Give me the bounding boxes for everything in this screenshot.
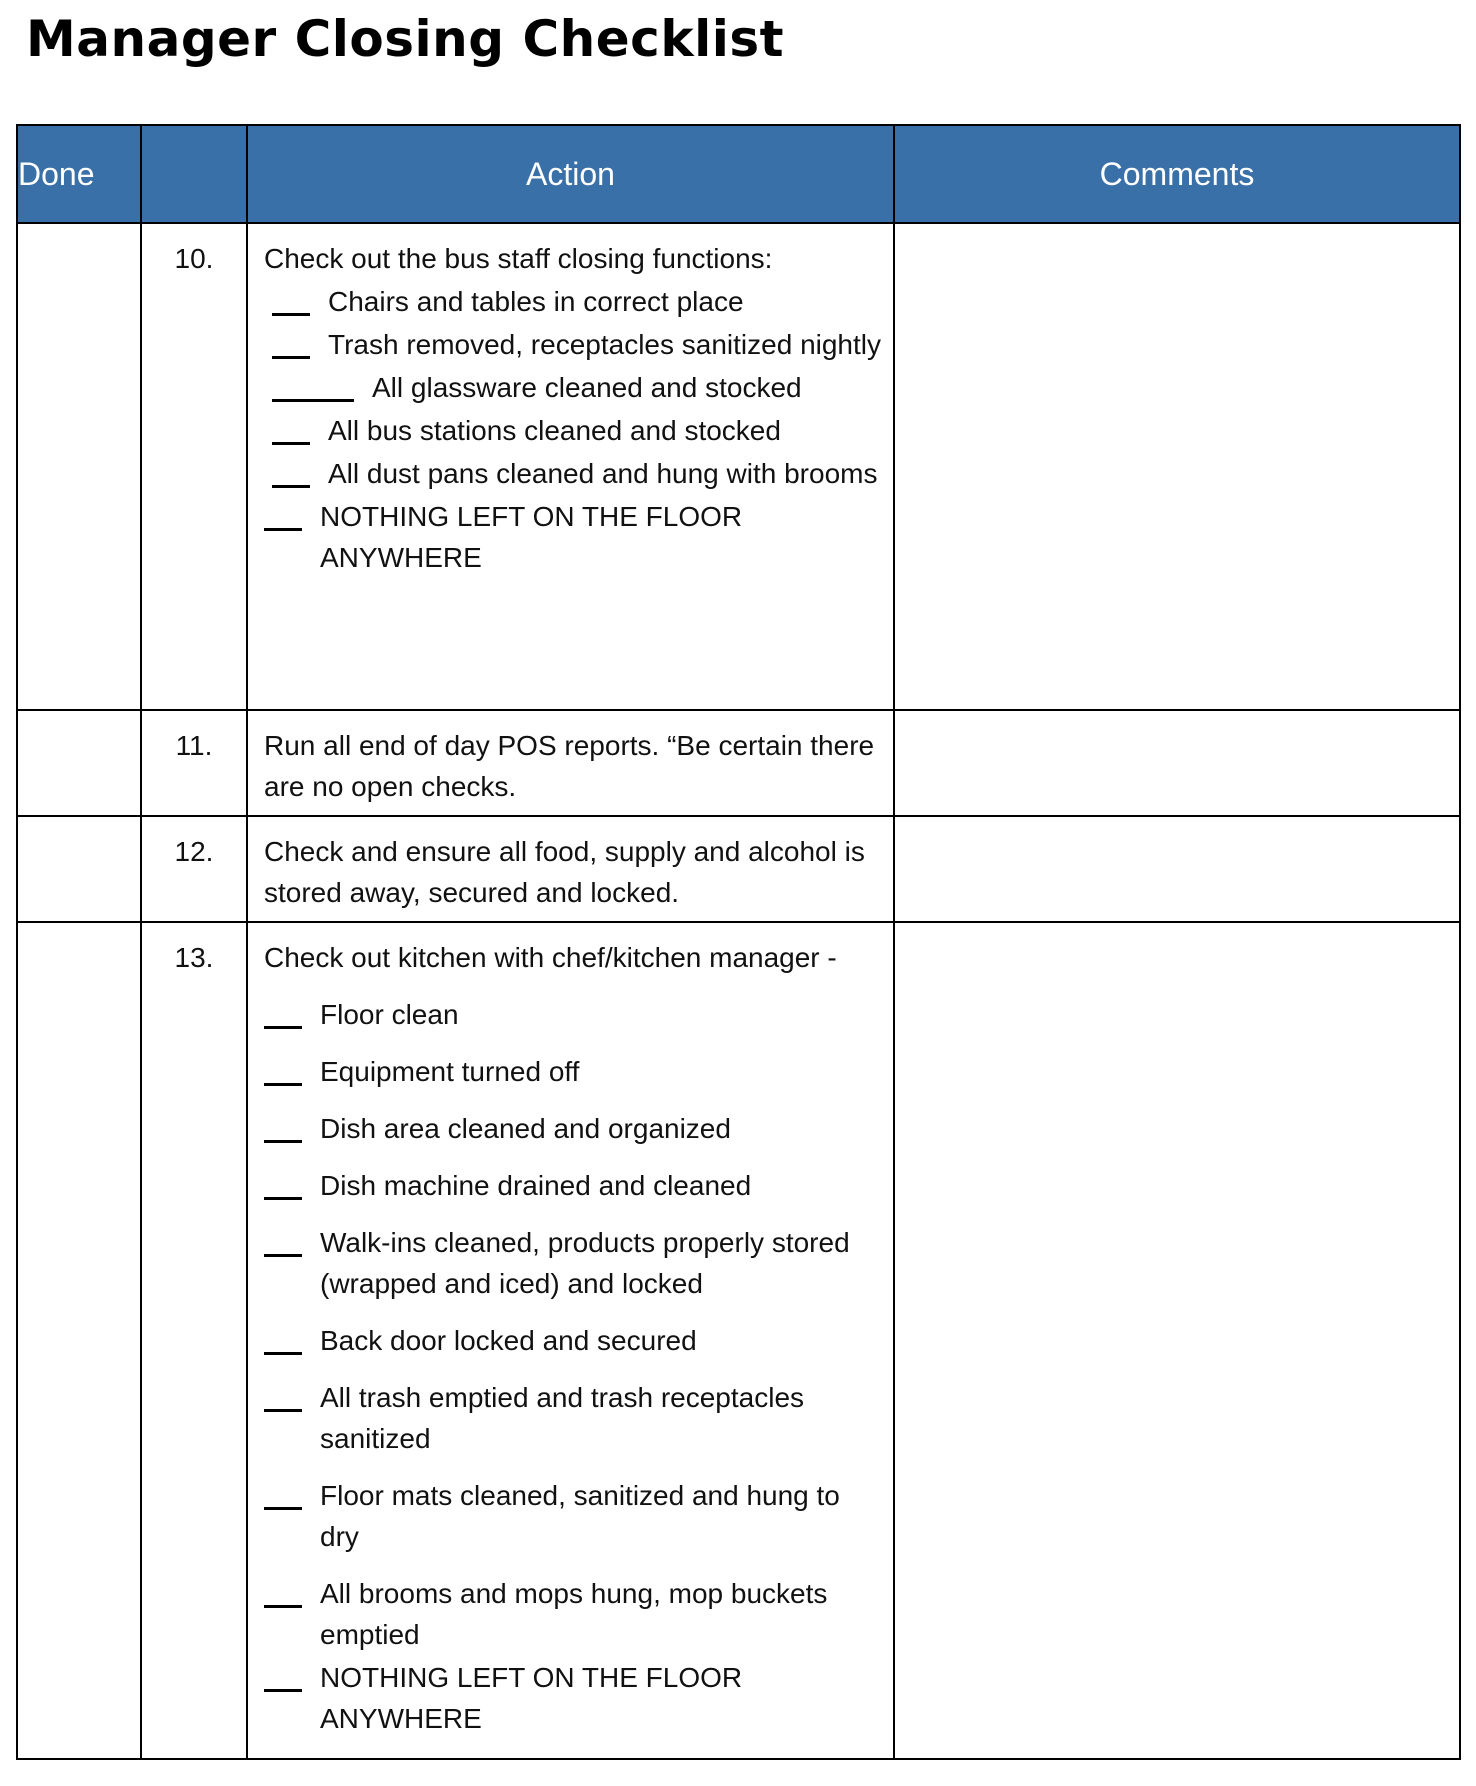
list-item [264, 1573, 881, 1655]
list-item-label: All glassware cleaned and stocked [372, 372, 802, 403]
comments-cell[interactable] [894, 922, 1460, 1759]
checkbox-blank[interactable] [264, 1377, 302, 1412]
list-item [264, 281, 881, 322]
row-number: 10. [141, 223, 247, 710]
done-cell[interactable] [17, 223, 141, 710]
row-number: 12. [141, 816, 247, 922]
list-item-label: Trash removed, receptacles sanitized nightly [328, 329, 881, 360]
checkbox-blank[interactable] [264, 994, 302, 1029]
list-item-label: Chairs and tables in correct place [328, 286, 744, 317]
table-row [17, 710, 1460, 816]
checkbox-blank[interactable] [264, 1051, 302, 1086]
checkbox-blank[interactable] [272, 281, 310, 316]
list-item [264, 1108, 881, 1149]
row-number: 13. [141, 922, 247, 1759]
list-item [264, 1377, 881, 1459]
checkbox-blank[interactable] [264, 1320, 302, 1355]
list-item [264, 1222, 881, 1304]
list-item-label: Dish machine drained and cleaned [320, 1170, 752, 1201]
table-row [17, 922, 1460, 1759]
list-item-label: All bus stations cleaned and stocked [328, 415, 781, 446]
list-item [264, 324, 881, 365]
done-cell[interactable] [17, 710, 141, 816]
list-item [264, 1165, 881, 1206]
list-item [264, 367, 881, 408]
checkbox-blank[interactable] [264, 1573, 302, 1608]
action-intro: Check and ensure all food, supply and alcohol is stored away, secured and locked. [264, 836, 865, 908]
comments-cell[interactable] [894, 223, 1460, 710]
done-cell[interactable] [17, 922, 141, 1759]
list-item-label: Equipment turned off [320, 1056, 580, 1087]
list-item-label: Back door locked and secured [320, 1325, 697, 1356]
list-item [264, 496, 881, 578]
action-cell [247, 710, 894, 816]
row-number: 11. [141, 710, 247, 816]
list-item-label: All trash emptied and trash receptacles sanitized [320, 1382, 805, 1454]
list-item-label: All brooms and mops hung, mop buckets emptied [320, 1578, 828, 1650]
table-row [17, 223, 1460, 710]
list-item-label: Floor mats cleaned, sanitized and hung to dry [320, 1480, 840, 1552]
checklist-table [16, 124, 1461, 1760]
action-intro: Run all end of day POS reports. “Be certain there are no open checks. [264, 730, 875, 802]
checkbox-blank[interactable] [272, 410, 310, 445]
action-cell [247, 816, 894, 922]
list-item [264, 410, 881, 451]
list-item [264, 1657, 881, 1739]
action-cell [247, 922, 894, 1759]
checkbox-blank[interactable] [264, 496, 302, 531]
checkbox-blank[interactable] [264, 1475, 302, 1510]
header-action: Action [247, 125, 894, 223]
list-item [264, 1320, 881, 1361]
list-item [264, 994, 881, 1035]
checkbox-blank[interactable] [272, 453, 310, 488]
checkbox-blank[interactable] [264, 1165, 302, 1200]
checkbox-blank[interactable] [264, 1222, 302, 1257]
action-cell [247, 223, 894, 710]
list-item-label: Walk-ins cleaned, products properly stored (wrapped and iced) and locked [320, 1227, 850, 1299]
action-intro: Check out the bus staff closing functions: [264, 243, 773, 274]
done-cell[interactable] [17, 816, 141, 922]
checkbox-blank[interactable] [264, 1657, 302, 1692]
action-intro: Check out kitchen with chef/kitchen manager - [264, 942, 837, 973]
header-number [141, 125, 247, 223]
list-item [264, 1475, 881, 1557]
comments-cell[interactable] [894, 710, 1460, 816]
list-item-label: All dust pans cleaned and hung with brooms [328, 458, 878, 489]
header-done: Done [17, 125, 141, 223]
list-item [264, 453, 881, 494]
checkbox-blank[interactable] [264, 1108, 302, 1143]
checkbox-blank[interactable] [272, 367, 354, 402]
header-comments: Comments [894, 125, 1460, 223]
list-item-label: Dish area cleaned and organized [320, 1113, 731, 1144]
table-row [17, 816, 1460, 922]
comments-cell[interactable] [894, 816, 1460, 922]
checkbox-blank[interactable] [272, 324, 310, 359]
list-item [264, 1051, 881, 1092]
page-title: Manager Closing Checklist [26, 10, 785, 68]
list-item-label: Floor clean [320, 999, 459, 1030]
list-item-label: NOTHING LEFT ON THE FLOOR ANYWHERE [320, 501, 743, 573]
list-item-label: NOTHING LEFT ON THE FLOOR ANYWHERE [320, 1662, 743, 1734]
header-row [17, 125, 1460, 223]
